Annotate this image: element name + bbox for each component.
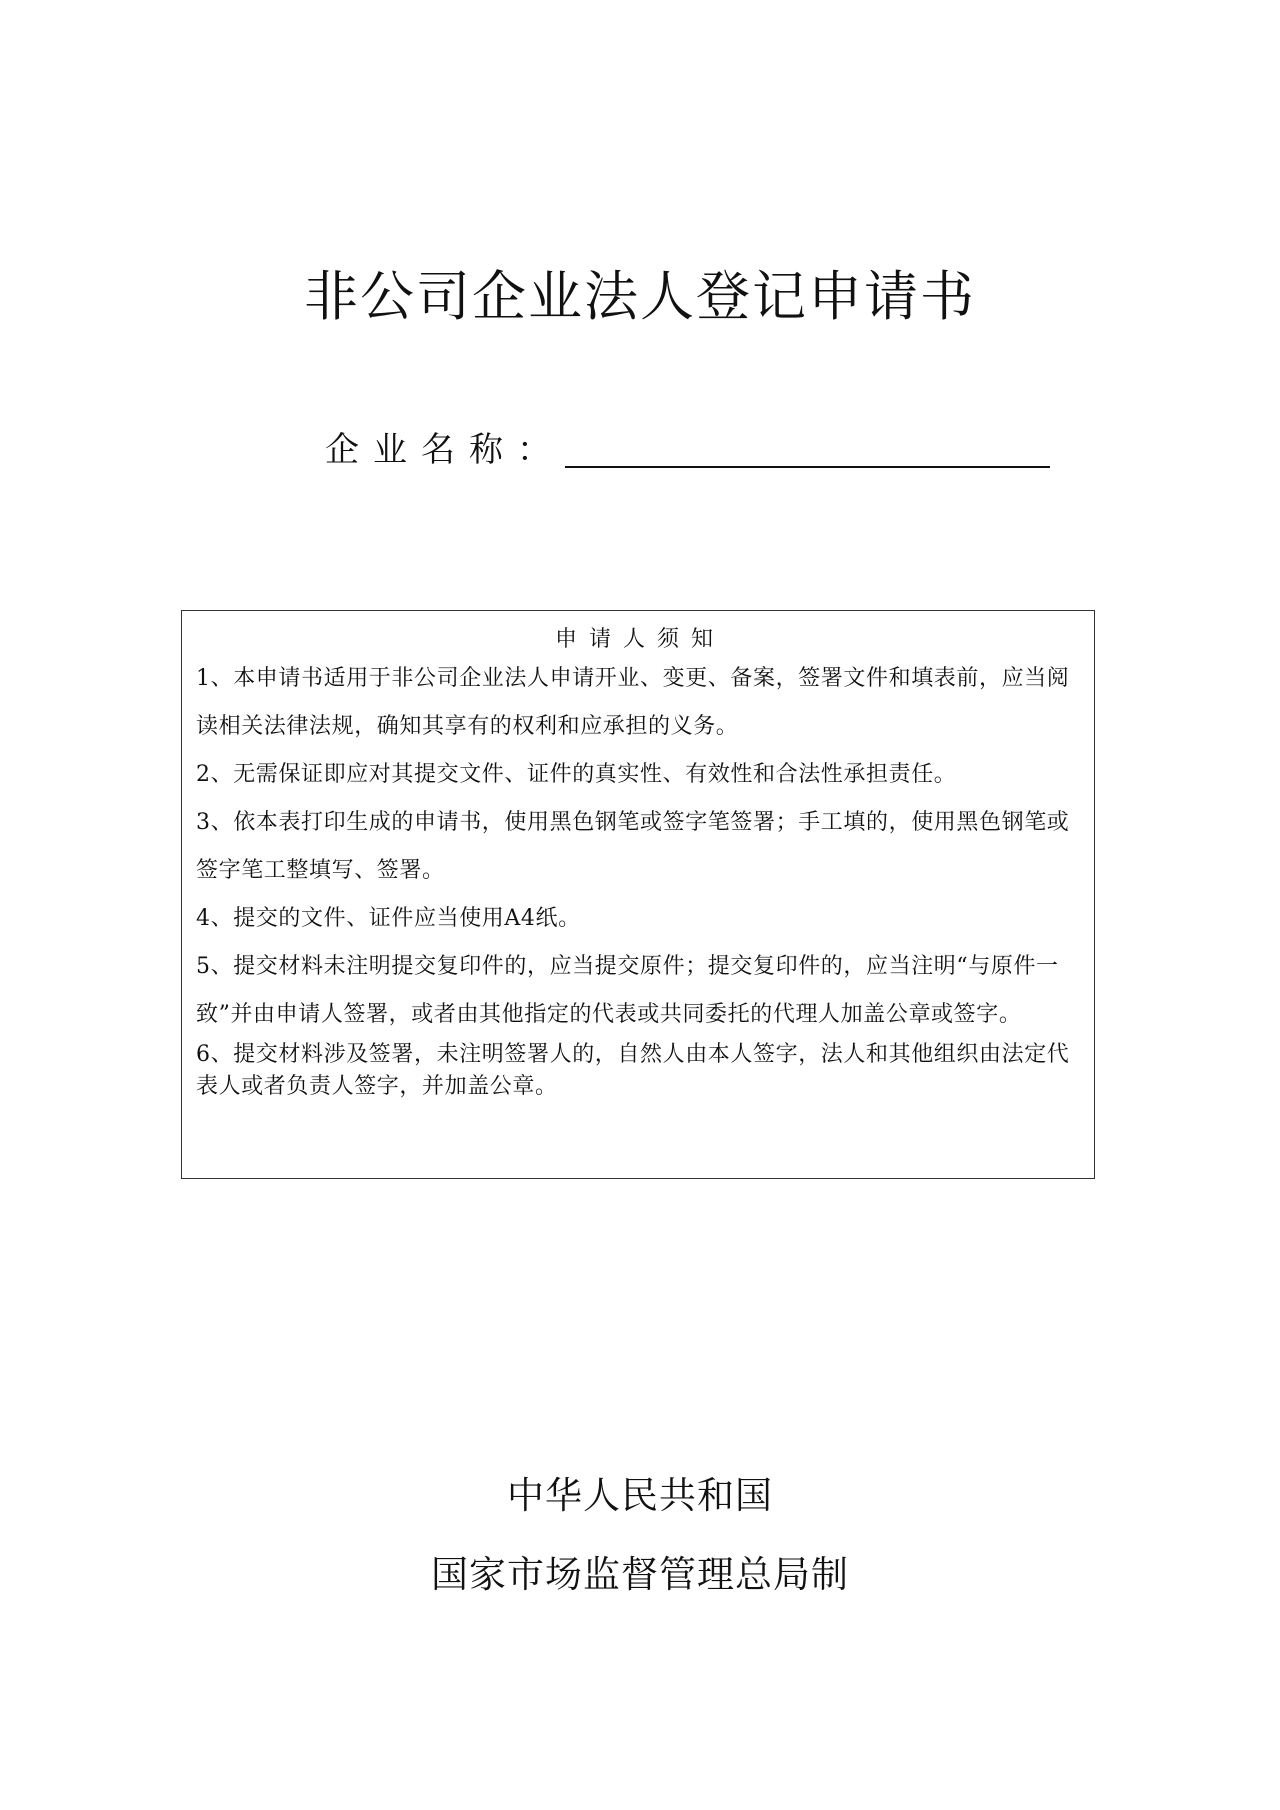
enterprise-name-field[interactable] xyxy=(565,466,1050,468)
footer-country: 中华人民共和国 xyxy=(507,1474,773,1517)
notice-item-4: 4、提交的文件、证件应当使用A4纸。 xyxy=(196,906,581,931)
enterprise-name-row xyxy=(325,422,1050,472)
notice-item-5: 5、提交材料未注明提交复印件的，应当提交原件；提交复印件的，应当注明“与原件一致”并由申请人签署，或者由其他指定的代表或共同委托的代理人加盖公章或签字。 xyxy=(196,954,1059,1027)
footer-issuer: 国家市场监督管理总局制 xyxy=(431,1553,849,1596)
enterprise-name-label: 企业名称： xyxy=(325,430,565,470)
document-title: 非公司企业法人登记申请书 xyxy=(304,265,976,328)
notice-item-2: 2、无需保证即应对其提交文件、证件的真实性、有效性和合法性承担责任。 xyxy=(196,762,957,787)
notice-item-6: 6、提交材料涉及签署，未注明签署人的，自然人由本人签字，法人和其他组织由法定代表人或者负责人签字，并加盖公章。 xyxy=(196,1042,1070,1099)
notice-heading: 申请人须知 xyxy=(554,627,725,652)
applicant-notice-box xyxy=(181,610,1095,1179)
notice-item-3: 3、依本表打印生成的申请书，使用黑色钢笔或签字笔签署；手工填的，使用黑色钢笔或签字笔工整填写、签署。 xyxy=(196,810,1070,883)
notice-item-1: 1、本申请书适用于非公司企业法人申请开业、变更、备案，签署文件和填表前，应当阅读相关法律法规，确知其享有的权利和应承担的义务。 xyxy=(196,666,1070,739)
